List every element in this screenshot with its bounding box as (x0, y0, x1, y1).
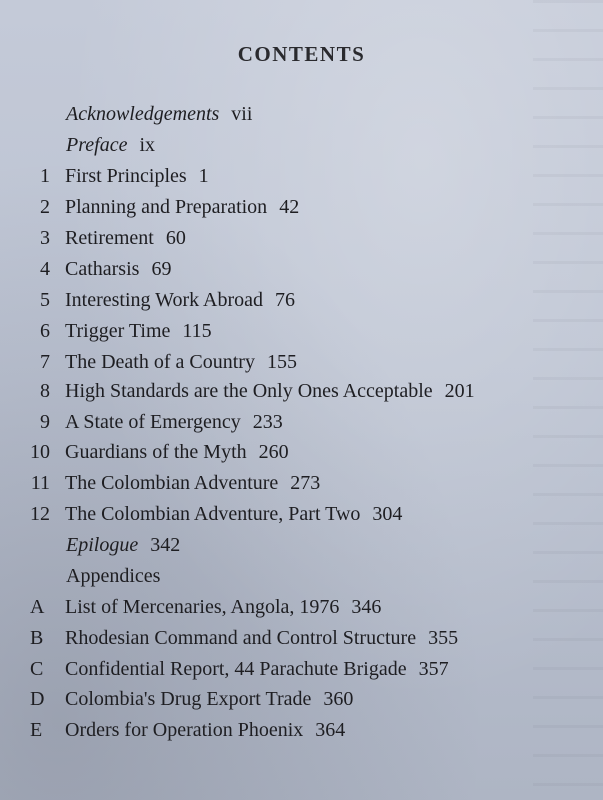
chapter-title: High Standards are the Only Ones Acceptable (65, 380, 433, 402)
chapter-title: Guardians of the Myth (65, 441, 247, 463)
chapter-title: A State of Emergency (65, 411, 241, 433)
chapter-page: 273 (290, 472, 321, 494)
toc-entry-title: Epilogue (66, 534, 139, 556)
chapter-number: 7 (40, 351, 50, 373)
chapter-number: 6 (40, 320, 50, 342)
appendix-title: Confidential Report, 44 Parachute Brigade (65, 658, 407, 680)
toc-entry-page: ix (139, 134, 156, 156)
chapter-title: The Death of a Country (65, 351, 255, 373)
chapter-number: 4 (40, 258, 50, 280)
chapter-number: 11 (30, 472, 50, 494)
chapter-title: Retirement (65, 227, 154, 249)
chapter-number: 12 (30, 503, 50, 525)
chapter-page: 1 (198, 165, 209, 187)
chapter-page: 60 (165, 227, 186, 249)
appendix-title: Colombia's Drug Export Trade (65, 688, 312, 710)
chapter-title: Planning and Preparation (65, 196, 268, 218)
facing-page-bleed (533, 0, 603, 800)
appendix-page: 360 (323, 688, 354, 710)
toc-entry-title: Preface (66, 134, 128, 156)
appendix-letter: C (30, 658, 44, 680)
chapter-page: 115 (182, 320, 212, 342)
appendix-page: 346 (351, 596, 382, 618)
chapter-page: 201 (444, 380, 475, 402)
chapter-page: 260 (258, 441, 289, 463)
chapter-title: Catharsis (65, 258, 140, 280)
appendix-letter: A (30, 596, 45, 618)
chapter-title: The Colombian Adventure, Part Two (65, 503, 361, 525)
appendix-letter: E (30, 719, 43, 741)
appendix-title: Orders for Operation Phoenix (65, 719, 304, 741)
toc-entry-page: vii (231, 103, 253, 125)
toc-entry-page: 342 (150, 534, 181, 556)
chapter-number: 3 (40, 227, 50, 249)
appendix-letter: D (30, 688, 45, 710)
chapter-title: First Principles (65, 165, 187, 187)
chapter-title: Trigger Time (65, 320, 171, 342)
chapter-number: 5 (40, 289, 50, 311)
chapter-page: 304 (372, 503, 403, 525)
chapter-number: 2 (40, 196, 50, 218)
appendix-title: List of Mercenaries, Angola, 1976 (65, 596, 340, 618)
chapter-number: 9 (40, 411, 50, 433)
chapter-page: 76 (274, 289, 295, 311)
appendix-letter: B (30, 627, 44, 649)
chapter-title: The Colombian Adventure (65, 472, 279, 494)
chapter-number: 1 (40, 165, 50, 187)
appendix-title: Rhodesian Command and Control Structure (65, 627, 417, 649)
chapter-page: 69 (151, 258, 172, 280)
appendix-page: 357 (418, 658, 449, 680)
toc-entry-title: Acknowledgements (66, 103, 220, 125)
chapter-page: 42 (279, 196, 300, 218)
chapter-page: 233 (252, 411, 283, 433)
chapter-number: 8 (40, 380, 50, 402)
chapter-page: 155 (266, 351, 297, 373)
page-heading: CONTENTS (237, 42, 366, 66)
chapter-number: 10 (30, 441, 50, 463)
appendices-label: Appendices (66, 565, 161, 587)
appendix-page: 355 (428, 627, 459, 649)
appendix-page: 364 (315, 719, 346, 741)
chapter-title: Interesting Work Abroad (65, 289, 263, 311)
